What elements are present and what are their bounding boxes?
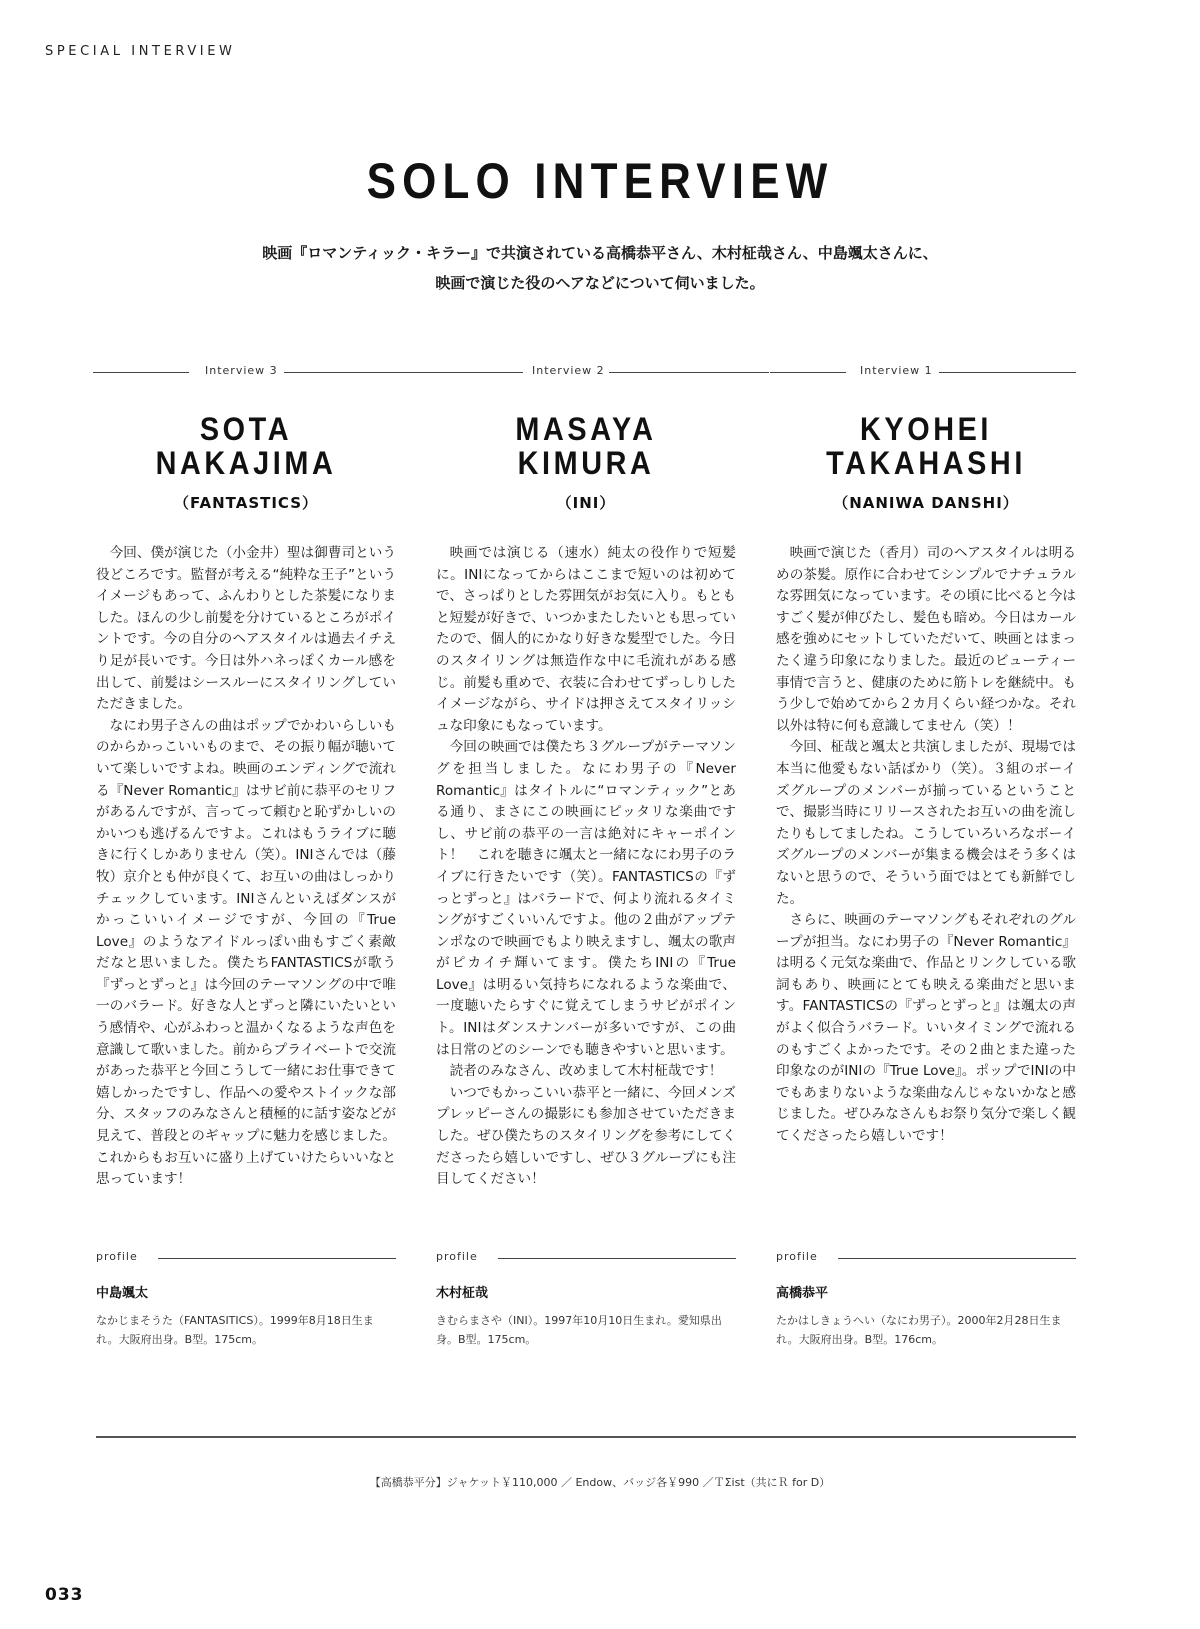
name-line-1: MASAYA xyxy=(515,411,657,447)
interview-label: Interview 2 xyxy=(532,364,605,377)
profile-description: なかじまそうた（FANTASITICS）。1999年8月18日生まれ。大阪府出身。B型。175cm。 xyxy=(96,1314,374,1346)
profile-label: profile xyxy=(96,1250,138,1263)
interviewee-name xyxy=(451,412,721,480)
paragraph: いつでもかっこいい恭平と一緒に、今回メンズプレッピーさんの撮影にも参加させていただきました。ぜひ僕たちのスタイリングを参考にしてくださったら嬉しいですし、ぜひ３グループにも注目してください！ xyxy=(436,1084,736,1188)
interview-body xyxy=(776,543,1076,1148)
divider xyxy=(498,1258,736,1259)
lead-text xyxy=(0,238,1200,298)
group-name: （NANIWA DANSHI） xyxy=(833,494,1019,512)
profile-kimura xyxy=(436,1250,736,1349)
interviewee-name xyxy=(111,412,381,480)
paragraph: なにわ男子さんの曲はポップでかわいらしいものからかっこいいものまで、その振り幅が聴いていて楽しいですよね。映画のエンディングで流れる『Never Romantic』はサビ前に恭平のセリフがあるんですが、言ってって頼むと恥ずかしいのかいつも逃げるんですよ。これはもうライブに聴きに行くしかありません（笑）。INIさんでは（藤牧）京介とも仲が良くて、お互いの曲はしっかりチェックしています。INIさんといえばダンスがかっこいいイメージですが、今回の『True Love』のようなアイドルっぽい曲もすごく素敵だなと思いました。僕たちFANTASTICSが歌う『ずっとずっと』は今回のテーマソングの中で唯一のバラード。好きな人とずっと隣にいたいという感情や、心がふわっと温かくなるような声色を意識して歌いました。前からプライベートで交流があった恭平と今回こうして一緒にお仕事できて嬉しかったですし、作品への愛やストイックな部分、スタッフのみなさんと積極的に話す姿などが見えて、普段とのギャップに魅力を感じました。これからもお互いに盛り上げていけたらいいなと思っています！ xyxy=(96,717,396,1188)
interviewee-name xyxy=(791,412,1061,480)
profile-description: きむらまさや（INI）。1997年10月10日生まれ。愛知県出身。B型。175cm。 xyxy=(436,1314,722,1346)
interview-label: Interview 3 xyxy=(205,364,278,377)
name-line-2: KIMURA xyxy=(517,445,655,481)
paragraph: 今回、僕が演じた（小金井）聖は御曹司という役どころです。監督が考える“純粋な王子”というイメージもあって、ふんわりとした茶髪になりました。ほんの少し前髪を分けているところがポイントです。今の自分のヘアスタイルは過去イチえり足が長いです。今日は外ハネっぽくカール感を出して、前髪はシースルーにスタイリングしていただきました。 xyxy=(96,545,396,713)
paragraph: 今回の映画では僕たち３グループがテーマソングを担当しました。なにわ男子の『Never Romantic』はタイトルに“ロマンティック”とある通り、まさにこの映画にピッタリな楽曲ですし、サビ前の恭平の一言は絶対にキャーポイント！ これを聴きに颯太と一緒になにわ男子のライブに行きたいです（笑）。FANTASTICSの『ずっとずっと』はバラードで、何より流れるタイミングがすごくいいんですよ。他の２曲がアップテンポなので映画でもより映えますし、颯太の歌声がピカイチ輝いてます。僕たちINIの『True Love』は明るい気持ちになれるような楽曲で、一度聴いたらすぐに覚えてしまうサビがポイント。INIはダンスナンバーが多いですが、この曲は日常のどのシーンでも聴きやすいと思います。 xyxy=(436,739,736,1058)
divider xyxy=(609,372,769,373)
divider xyxy=(770,372,846,373)
divider xyxy=(284,372,396,373)
lead-line-2: 映画で演じた役のヘアなどについて伺いました。 xyxy=(435,274,765,292)
name-line-2: TAKAHASHI xyxy=(826,445,1026,481)
section-label: SPECIAL INTERVIEW xyxy=(45,44,236,59)
interview-label-rule xyxy=(96,362,396,382)
profile-description: たかはしきょうへい（なにわ男子）。2000年2月28日生まれ。大阪府出身。B型。176cm。 xyxy=(776,1314,1062,1346)
divider xyxy=(93,372,189,373)
profile-label: profile xyxy=(436,1250,478,1263)
profile-name: 中島颯太 xyxy=(96,1286,149,1301)
interview-label-rule xyxy=(436,362,736,382)
paragraph: 映画で演じた（香月）司のヘアスタイルは明るめの茶髪。原作に合わせてシンプルでナチュラルな雰囲気になっています。その頃に比べると今はすごく髪が伸びたし、髪色も暗め。今日はカール感を強めにセットしていただいて、映画とはまったく違う印象になりました。最近のビューティー事情で言うと、健康のために筋トレを継続中。もう少しで始めてから２カ月くらい経つかな。それ以外は特に何も意識してません（笑）！ xyxy=(776,545,1076,734)
divider xyxy=(393,372,523,373)
lead-line-1: 映画『ロマンティック・キラー』で共演されている高橋恭平さん、木村柾哉さん、中島颯太さんに、 xyxy=(262,244,938,262)
divider xyxy=(158,1258,396,1259)
profile-label: profile xyxy=(776,1250,818,1263)
paragraph: 今回、柾哉と颯太と共演しましたが、現場では本当に他愛もない話ばかり（笑）。３組のボーイズグループのメンバーが揃っているということで、撮影当時にリリースされたお互いの曲を流したりもしてましたね。こうしていろいろなボーイズグループのメンバーが集まる機会はそう多くはないと思うので、そういう面ではとても新鮮でした。 xyxy=(776,739,1076,907)
divider xyxy=(838,1258,1076,1259)
profile-name: 木村柾哉 xyxy=(436,1286,489,1301)
paragraph: さらに、映画のテーマソングもそれぞれのグループが担当。なにわ男子の『Never Romantic』は明るく元気な楽曲で、作品とリンクしている歌詞もあり、映画にとても映える楽曲だと思います。FANTASTICSの『ずっとずっと』は颯太の声がよく似合うバラード。いいタイミングで流れるのもすごくよかったです。その２曲とまた違った印象なのがINIの『True Love』。ポップでINIの中でもあまりないような楽曲なんじゃないかなと感じました。ぜひみなさんもお祭り気分で楽しく観てくださったら嬉しいです！ xyxy=(776,912,1076,1145)
credit-line: 【高橋恭平分】ジャケット￥110,000 ／ Endow、バッジ各￥990 ／ＴΣist（共にＲ for D） xyxy=(369,1476,831,1489)
name-line-1: KYOHEI xyxy=(859,411,993,447)
interview-label-rule xyxy=(776,362,1076,382)
divider xyxy=(96,1436,1076,1438)
interview-column-nakajima xyxy=(96,362,396,1191)
profile-takahashi xyxy=(776,1250,1076,1349)
profile-name: 高橋恭平 xyxy=(776,1286,829,1301)
paragraph: 映画では演じる（速水）純太の役作りで短髪に。INIになってからはここまで短いのは初めてで、さっぱりとした雰囲気がお気に入り。もともと短髪が好きで、いつかまたしたいとも思っていたので、個人的にかなり好きな髪型でした。今日のスタイリングは無造作な中に毛流れがある感じ。前髪も重めで、衣装に合わせてずっしりしたイメージながら、サイドは押さえてスタイリッシュな印象にもなっています。 xyxy=(436,545,736,734)
interview-column-kimura xyxy=(436,362,736,1191)
interview-column-takahashi xyxy=(776,362,1076,1148)
interview-label: Interview 1 xyxy=(860,364,933,377)
page-title: SOLO INTERVIEW xyxy=(366,153,834,209)
name-line-2: NAKAJIMA xyxy=(155,445,337,481)
name-line-1: SOTA xyxy=(199,411,293,447)
page-number: 033 xyxy=(45,1585,84,1605)
interview-body xyxy=(96,543,396,1191)
paragraph: 読者のみなさん、改めまして木村柾哉です！ xyxy=(449,1063,723,1080)
group-name: （INI） xyxy=(556,494,616,512)
profile-nakajima xyxy=(96,1250,396,1349)
divider xyxy=(939,372,1076,373)
group-name: （FANTASTICS） xyxy=(173,494,319,512)
interview-body xyxy=(436,543,736,1191)
